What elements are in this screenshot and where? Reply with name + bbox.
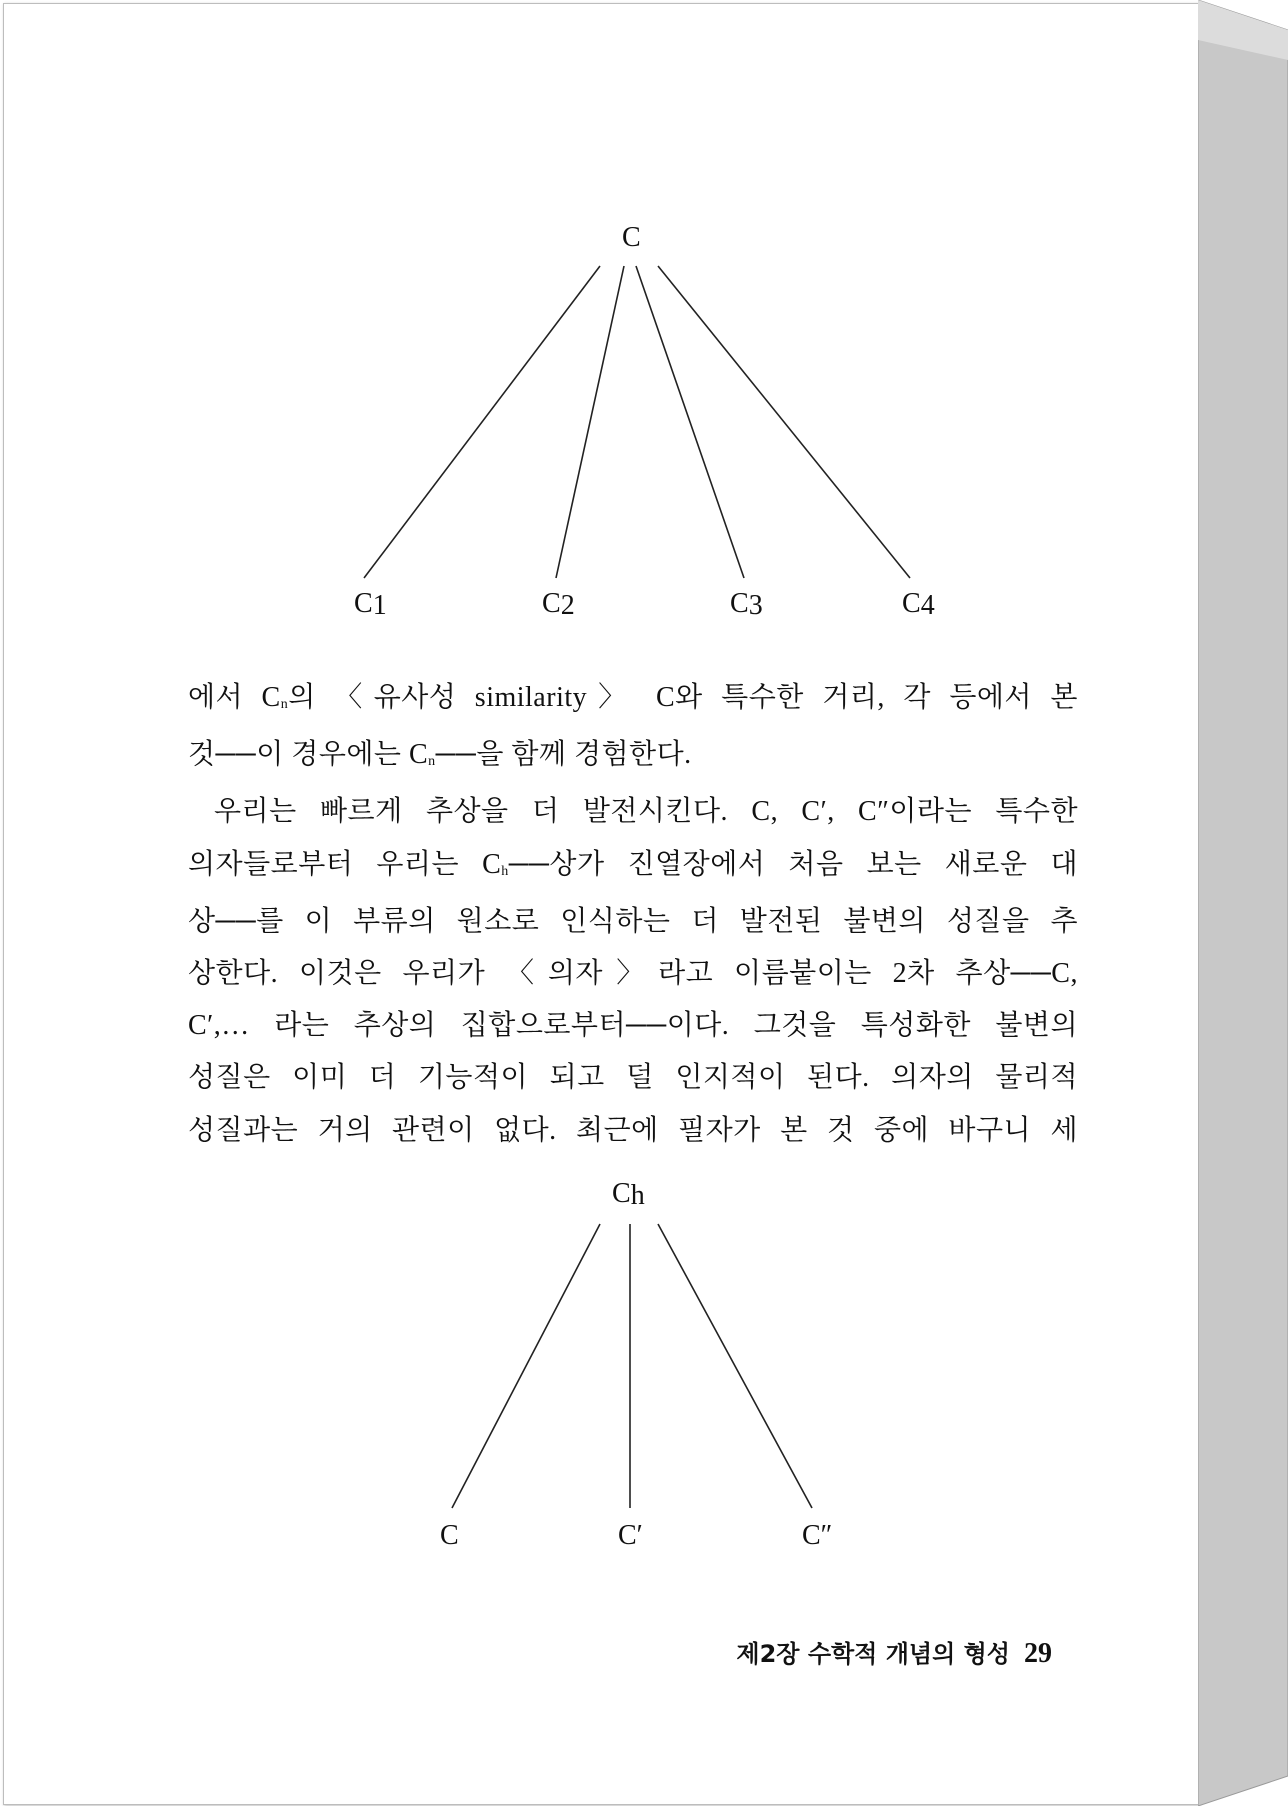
diagram1-root: C [622, 222, 641, 253]
paragraph2-line4: 상한다. 이것은 우리가 〈의자〉라고 이름붙이는 2차 추상──C, [188, 958, 1078, 990]
diagram1-child-1: C1 [354, 588, 387, 621]
diagram1-child-2: C2 [542, 588, 575, 621]
diagram2-child-3: C″ [802, 1520, 833, 1551]
body-text [188, 672, 1078, 1157]
running-footer [700, 1634, 1052, 1670]
paragraph2-line1: 우리는 빠르게 추상을 더 발전시킨다. C, C′, C″이라는 특수한 [214, 796, 1078, 828]
diagram1-edge-1 [364, 266, 600, 578]
paragraph1-line1: 에서 $C_n$의 〈유사성 similarity〉 C와 특수한 거리, 각 등에서 본 [188, 682, 1078, 713]
diagram1-child-4: C4 [902, 588, 935, 621]
paragraph1-line2: 것──이 경우에는 $C_n──$을 함께 경험한다. [188, 739, 692, 771]
diagram1-edge-2 [556, 266, 624, 578]
diagram-bottom [440, 1178, 832, 1551]
chapter-title: 제2장 수학적 개념의 형성 [736, 1640, 1010, 1668]
diagram2-edge-3 [658, 1224, 812, 1508]
diagram2-child-1: C [440, 1520, 459, 1551]
diagram2-child-2: C′ [618, 1520, 643, 1551]
diagram-top [354, 222, 935, 621]
diagram1-child-3: C3 [730, 588, 763, 621]
page-number: 29 [1024, 1638, 1052, 1669]
paragraph2-line2: 의자들로부터 우리는 $C_h──$상가 진열장에서 처음 보는 새로운 대 [188, 848, 1078, 880]
diagram2-root: Ch [612, 1178, 645, 1211]
paragraph2-line7: 성질과는 거의 관련이 없다. 최근에 필자가 본 것 중에 바구니 세 [188, 1114, 1078, 1146]
paragraph2-line6: 성질은 이미 더 기능적이 되고 덜 인지적이 된다. 의자의 물리적 [188, 1062, 1078, 1094]
diagram2-edge-1 [452, 1224, 600, 1508]
diagram1-edge-3 [636, 266, 744, 578]
paragraph2-line5: C′,… 라는 추상의 집합으로부터──이다. 그것을 특성화한 불변의 [188, 1010, 1078, 1042]
diagram1-edge-4 [658, 266, 910, 578]
paragraph2-line3: 상──를 이 부류의 원소로 인식하는 더 발전된 불변의 성질을 추 [188, 905, 1078, 937]
